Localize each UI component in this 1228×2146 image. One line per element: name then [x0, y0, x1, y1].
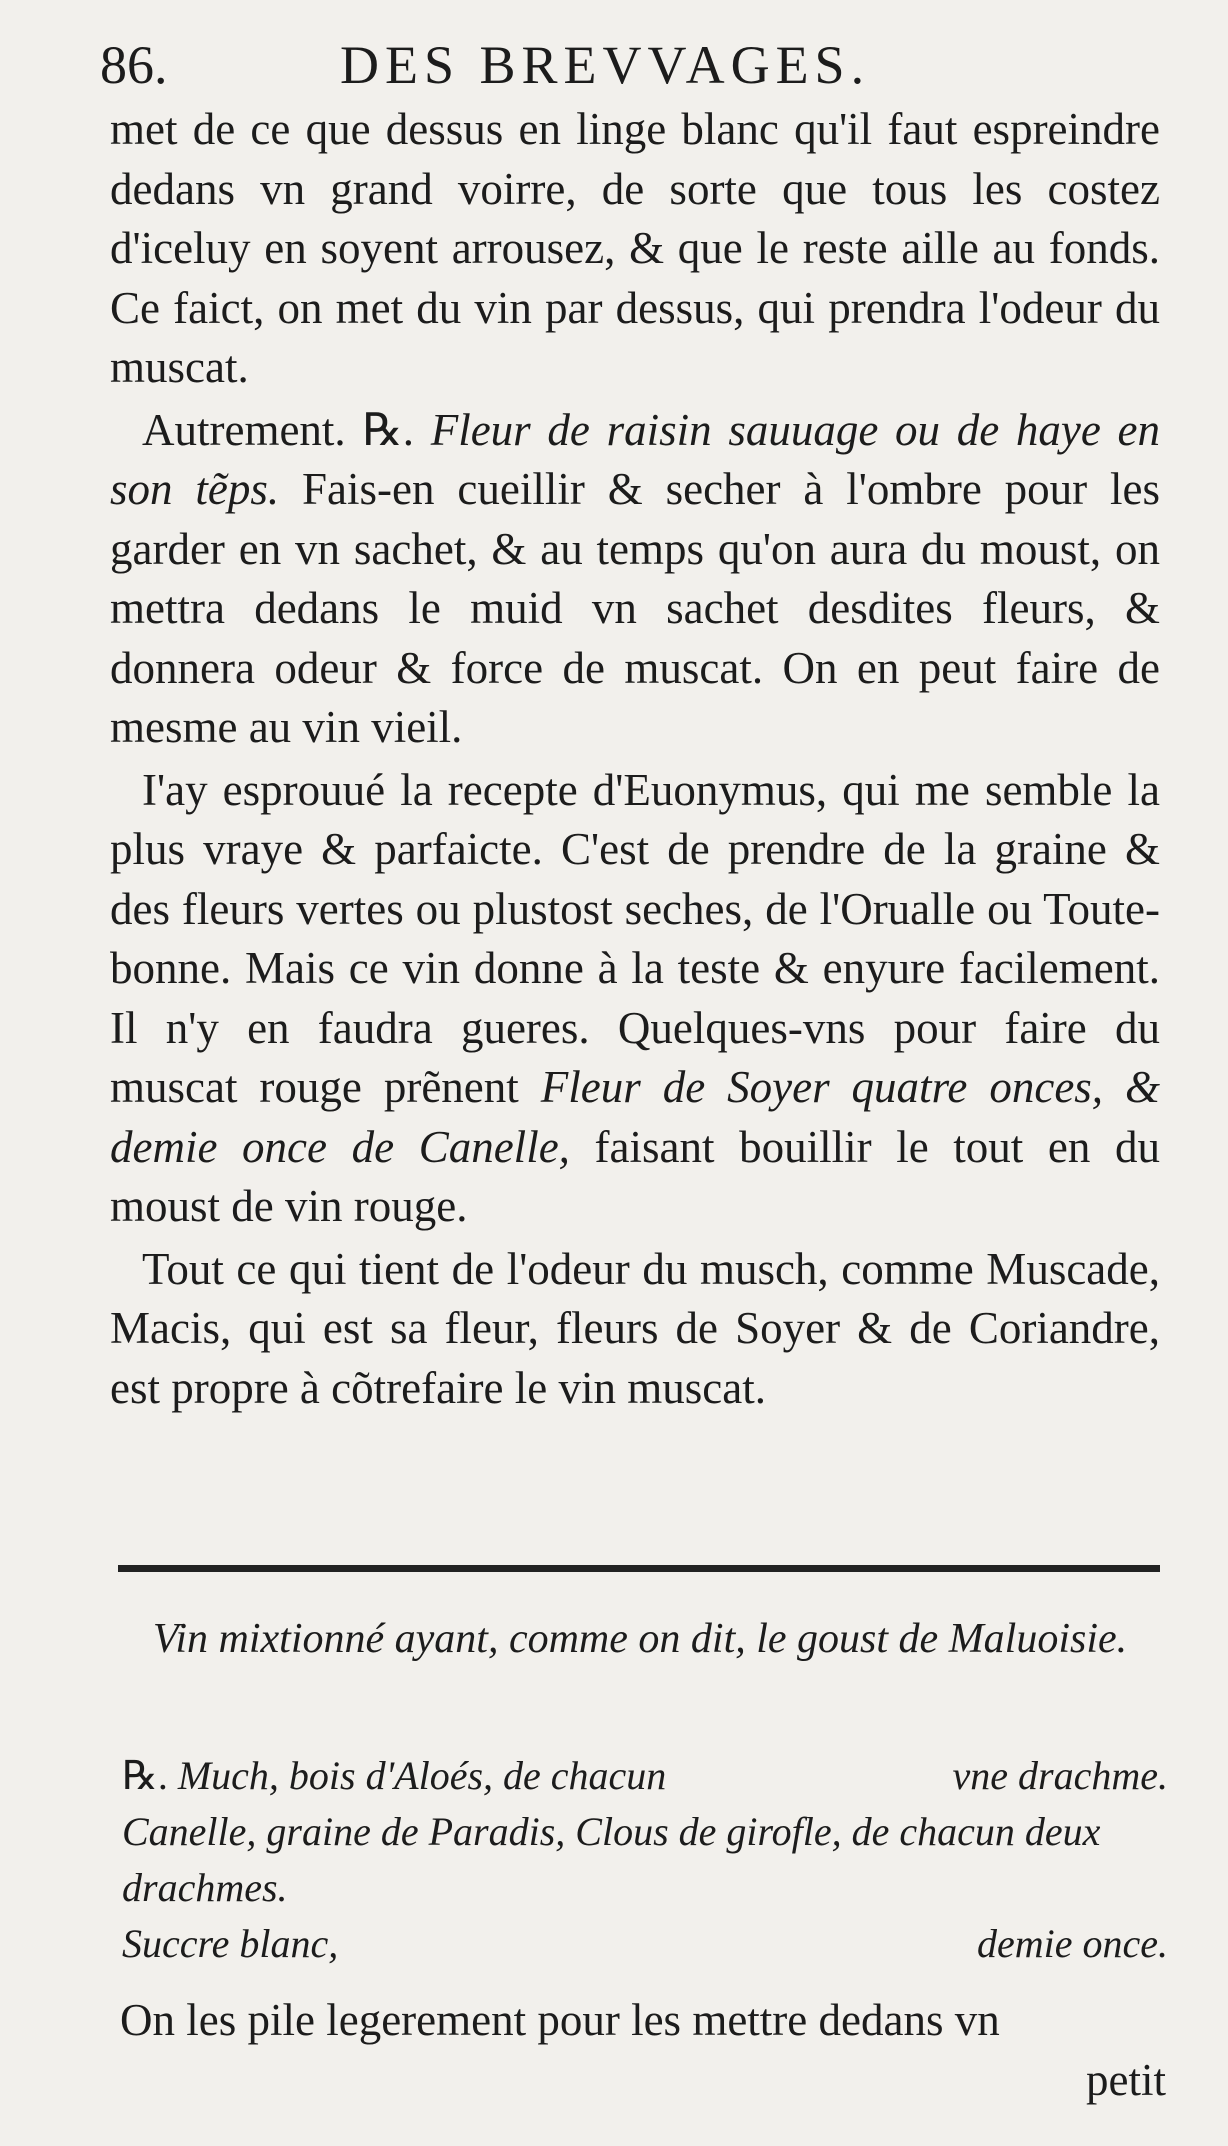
ingredient-line	[122, 1804, 1168, 1916]
final-line: On les pile legerement pour les mettre dedans vn	[120, 1995, 1000, 2045]
ingredient-name: Much, bois d'Aloés, de chacun	[177, 1753, 667, 1798]
ingredient-line	[122, 1916, 1168, 1972]
ingredient-quantity: vne drachme.	[952, 1753, 1168, 1798]
ingredient-name: Succre blanc,	[122, 1921, 339, 1966]
ingredient-quantity: demie once.	[976, 1921, 1168, 1966]
autrement-rest: Fais-en cueillir & secher à l'ombre pour les garder en vn sachet, & au temps qu'on aura du moust, on mettra dedans le muid vn sachet desdites fleurs, & donnera odeur & force de muscat. On en peut faire de mesme au vin vieil.	[110, 464, 1161, 752]
euonymus-part2: faisant bouillir le tout en du moust de vin rouge.	[110, 1121, 1160, 1231]
catchword: petit	[1086, 2055, 1166, 2105]
paragraph-autrement	[110, 401, 1160, 758]
recipe-symbol: ℞.	[362, 404, 414, 455]
recipe-symbol: ℞.	[122, 1753, 168, 1798]
paragraph-musch: Tout ce qui tient de l'odeur du musch, comme Muscade, Macis, qui est sa fleur, fleurs de Soyer & de Coriandre, est propre à cõtrefaire le vin muscat.	[110, 1243, 1160, 1413]
running-header	[100, 30, 1160, 100]
ingredient-line	[122, 1748, 1168, 1804]
section-divider	[118, 1565, 1160, 1572]
running-title: DES BREVVAGES.	[340, 35, 871, 95]
paragraph-euonymus	[110, 761, 1160, 1237]
autrement-lead: Autrement.	[142, 404, 346, 455]
paragraph-continuation: met de ce que dessus en linge blanc qu'il faut espreindre dedans vn grand voirre, de sorte que tous les costez d'iceluy en soyent arrousez, & que le reste aille au fonds. Ce faict, on met du vin par dessus, qui prendra l'odeur du muscat.	[110, 104, 1160, 392]
recipe-title: Vin mixtionné ayant, comme on dit, le goust de Maluoisie.	[152, 1616, 1128, 1662]
euonymus-italic: Fleur de Soyer quatre onces, & demie once de Canelle,	[110, 1062, 1161, 1172]
autrement-italic: Fleur de raisin sauuage ou de haye en son tẽps.	[110, 404, 1161, 514]
euonymus-part1: I'ay esprouué la recepte d'Euonymus, qui me semble la plus vraye & parfaicte. C'est de prendre de la graine & des fleurs vertes ou plustost seches, de l'Orualle ou Toute-bonne. Mais ce vin donne à la teste & enyure facilement. Il n'y en faudra gueres. Quelques-vns pour faire du muscat rouge prẽnent	[110, 764, 1160, 1112]
ingredient-item	[122, 1748, 666, 1804]
ingredient-list	[122, 1748, 1168, 1972]
page-number: 86.	[100, 35, 168, 95]
main-text	[110, 100, 1160, 1418]
ingredient-name: Canelle, graine de Paradis, Clous de girofle, de chacun deux drachmes.	[122, 1809, 1101, 1910]
